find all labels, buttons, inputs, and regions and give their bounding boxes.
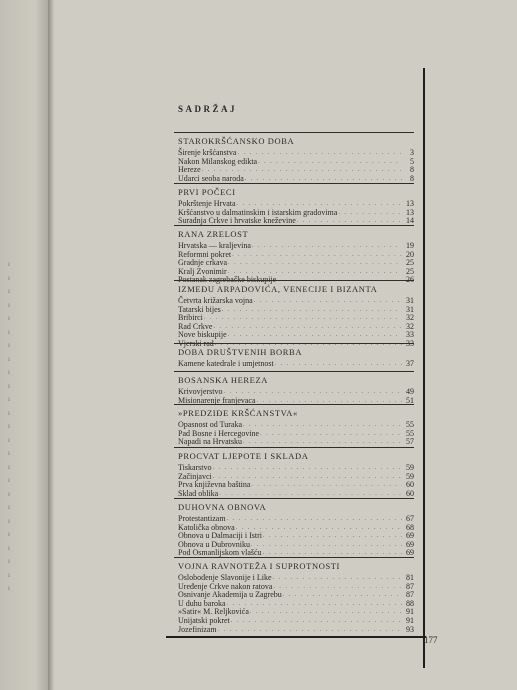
dot-leader [221, 306, 402, 315]
dot-leader [251, 242, 402, 251]
toc-section [174, 498, 414, 558]
entry-label: Kralj Zvonimir [178, 266, 227, 276]
entry-page-number: 20 [406, 249, 414, 259]
entry-page-number: 88 [406, 598, 414, 608]
section-title: PROCVAT LJEPOTE I SKLADA [178, 451, 309, 461]
section-title: RANA ZRELOST [178, 229, 249, 239]
dot-leader [212, 323, 402, 332]
entry-page-number: 93 [406, 624, 414, 634]
dot-leader [257, 158, 402, 167]
entry-label: Nove biskupije [178, 330, 227, 340]
entry-label: Hereze [178, 165, 201, 175]
dot-leader [272, 574, 402, 583]
entry-page-number: 26 [406, 275, 414, 285]
entry-page-number: 32 [406, 321, 414, 331]
entry-page-number: 5 [410, 156, 414, 166]
toc-section [174, 280, 414, 349]
dot-leader [337, 209, 402, 218]
toc-section [174, 343, 414, 369]
dot-leader [250, 541, 402, 550]
entry-label: Vjerski rad [178, 338, 214, 348]
toc-section [174, 447, 414, 498]
dot-leader [203, 314, 402, 323]
toc-section [174, 371, 414, 405]
entry-label: Jozefinizam [178, 624, 217, 634]
dot-leader [242, 421, 402, 430]
toc-entry [178, 438, 414, 447]
entry-label: Začinjavci [178, 471, 212, 481]
entry-page-number: 81 [406, 573, 414, 582]
entry-label: Oslobođenje Slavonije i Like [178, 573, 272, 582]
entry-page-number: 69 [406, 548, 414, 558]
entry-label: Obnova u Dubrovniku [178, 539, 250, 549]
entry-page-number: 13 [406, 207, 414, 217]
dot-leader [259, 430, 402, 439]
toc-section [174, 225, 414, 285]
dot-leader [272, 583, 402, 592]
entry-page-number: 60 [406, 480, 414, 490]
toc-entry [178, 306, 414, 315]
entry-label: Tatarski bijes [178, 304, 221, 314]
dot-leader [282, 591, 402, 600]
toc-entry [178, 626, 414, 635]
entry-label: Misionarenje franjevaca [178, 395, 256, 405]
entry-page-number: 59 [406, 471, 414, 481]
entry-label: »Satir« M. Reljkovića [178, 607, 249, 617]
entry-label: Gradnje crkava [178, 258, 228, 268]
entry-page-number: 37 [406, 359, 414, 368]
section-title: BOSANSKA HEREZA [178, 375, 268, 385]
dot-leader [274, 360, 402, 369]
entry-page-number: 91 [406, 607, 414, 617]
section-title: »PREDZIĐE KRŠĆANSTVA« [178, 408, 298, 418]
entry-label: Sklad oblika [178, 488, 219, 498]
entry-label: Osnivanje Akademija u Zagrebu [178, 590, 282, 600]
entry-page-number: 87 [406, 590, 414, 600]
entry-label: Obnova u Dalmaciji i Istri [178, 531, 262, 541]
dot-leader [227, 259, 402, 268]
dot-leader [242, 438, 402, 447]
entry-page-number: 8 [410, 173, 414, 183]
entry-page-number: 31 [406, 296, 414, 305]
entry-page-number: 33 [406, 338, 414, 348]
entry-label: Kamene katedrale i umjetnost [178, 359, 274, 368]
dot-leader [217, 626, 402, 635]
entry-page-number: 68 [406, 522, 414, 532]
dot-leader [226, 515, 402, 524]
section-title: VOJNA RAVNOTEŽA I SUPROTNOSTI [178, 561, 340, 571]
entry-page-number: 55 [406, 420, 414, 429]
entry-label: Pod Osmanlijskom vlašću [178, 548, 262, 558]
toc-section [174, 132, 414, 183]
entry-label: Širenje kršćanstva [178, 148, 237, 157]
dot-leader [212, 464, 403, 473]
entry-label: Suradnja Crkve i hrvatske kneževine [178, 216, 296, 226]
entry-page-number: 3 [410, 148, 414, 157]
entry-label: Prva književna baština [178, 480, 251, 490]
dot-leader [250, 481, 402, 490]
entry-label: Tiskarstvo [178, 463, 212, 472]
toc-entry [178, 314, 414, 323]
dot-leader [227, 331, 402, 340]
entry-label: Udarci seoba naroda [178, 173, 244, 183]
dot-leader [249, 608, 402, 617]
entry-page-number: 60 [406, 488, 414, 498]
entry-label: Nakon Milanskog edikta [178, 156, 258, 166]
entry-page-number: 13 [406, 199, 414, 208]
entry-page-number: 32 [406, 313, 414, 323]
entry-page-number: 14 [406, 216, 414, 226]
toc-section [174, 557, 414, 634]
page-number: 177 [424, 635, 438, 645]
section-title: DOBA DRUŠTVENIH BORBA [178, 347, 303, 357]
entry-page-number: 55 [406, 428, 414, 438]
entry-label: Krivovjerstvo [178, 387, 223, 396]
dot-leader [231, 251, 402, 260]
entry-label: Reformni pokret [178, 249, 232, 259]
section-title: IZMEĐU ARPADOVIĆA, VENECIJE I BIZANTA [178, 284, 378, 294]
toc-section [174, 183, 414, 226]
entry-page-number: 49 [406, 387, 414, 396]
section-title: DUHOVNA OBNOVA [178, 502, 267, 512]
dot-leader [230, 617, 402, 626]
dot-leader [236, 149, 402, 158]
toc-entry [178, 360, 414, 369]
entry-label: Četvrta križarska vojna [178, 296, 253, 305]
entry-label: U duhu baroka [178, 598, 226, 608]
entry-page-number: 8 [410, 165, 414, 175]
entry-page-number: 25 [406, 266, 414, 276]
entry-page-number: 51 [406, 395, 414, 405]
contents-heading: SADRŽAJ [178, 104, 238, 114]
dot-leader [262, 532, 402, 541]
entry-label: Napadi na Hrvatsku [178, 437, 242, 447]
entry-page-number: 31 [406, 304, 414, 314]
entry-label: Uređenje Crkve nakon ratova [178, 581, 273, 591]
entry-page-number: 57 [406, 437, 414, 447]
entry-page-number: 19 [406, 241, 414, 250]
contents-bottom-rule [166, 636, 426, 638]
section-title: PRVI POČECI [178, 187, 236, 197]
entry-page-number: 69 [406, 531, 414, 541]
entry-page-number: 69 [406, 539, 414, 549]
toc-section [174, 404, 414, 447]
entry-label: Postanak zagrebačke biskupije [178, 275, 277, 285]
left-page-edge [0, 0, 50, 690]
entry-label: Bribirci [178, 313, 203, 323]
section-title: STAROKRŠĆANSKO DOBA [178, 136, 295, 146]
entry-label: Pad Bosne i Hercegovine [178, 428, 260, 438]
entry-page-number: 33 [406, 330, 414, 340]
dot-leader [253, 297, 402, 306]
entry-page-number: 25 [406, 258, 414, 268]
toc-entry [178, 158, 414, 167]
entry-label: Rad Crkve [178, 321, 213, 331]
left-page-margin-marks: ı ı ı ı ı ı ı ı ı ı ı ı ı ı ı ı ı ı ı ı ı ı ı ı ı [8, 260, 10, 592]
entry-label: Hrvatska — kraljevina [178, 241, 251, 250]
entry-page-number: 87 [406, 581, 414, 591]
entry-page-number: 59 [406, 463, 414, 472]
toc-entry [178, 464, 414, 473]
entry-label: Katolička obnova [178, 522, 235, 532]
dot-leader [226, 600, 402, 609]
entry-label: Unijatski pokret [178, 615, 230, 625]
entry-label: Kršćanstvo u dalmatinskim i istarskim gradovima [178, 207, 338, 217]
entry-page-number: 91 [406, 615, 414, 625]
entry-label: Pokrštenje Hrvata [178, 199, 236, 208]
entry-label: Opasnost od Turaka [178, 420, 243, 429]
entry-page-number: 67 [406, 514, 414, 523]
entry-label: Protestantizam [178, 514, 226, 523]
